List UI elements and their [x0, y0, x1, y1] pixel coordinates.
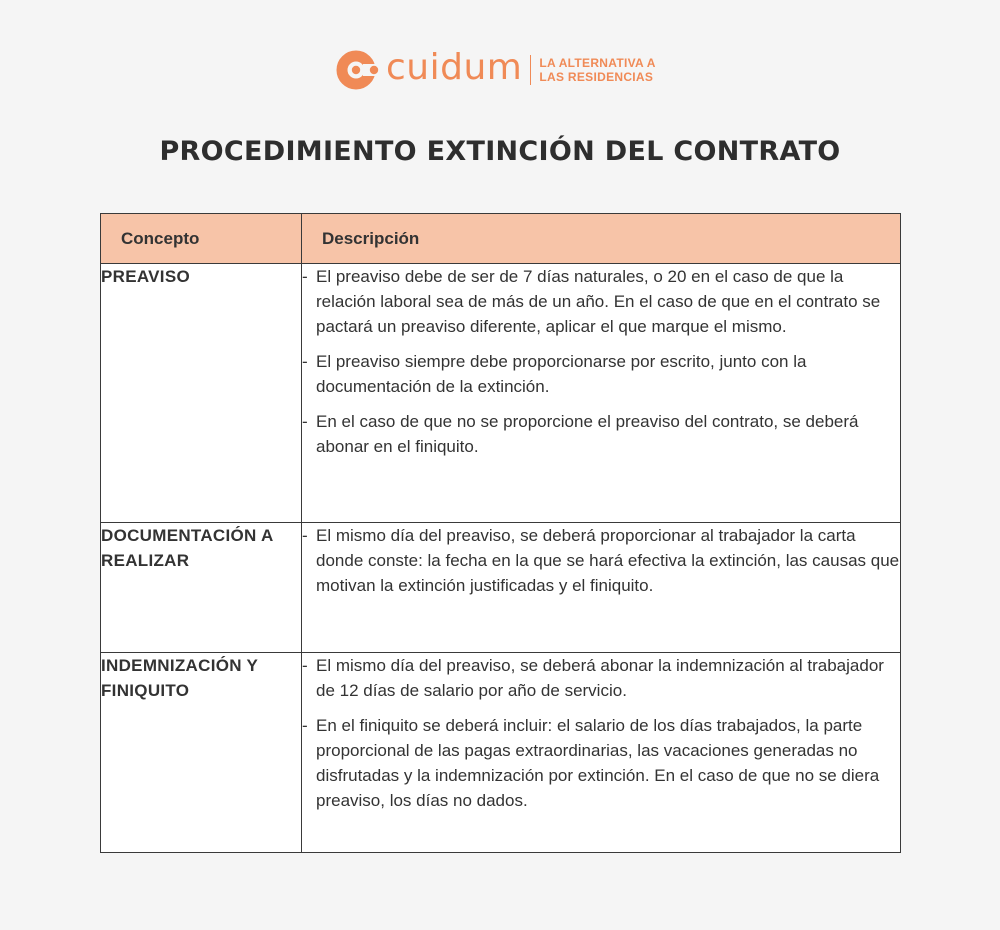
table-row-preaviso [101, 264, 901, 523]
logo-tagline-line2: LAS RESIDENCIAS [539, 70, 654, 84]
header-descripcion: Descripción [302, 214, 901, 264]
list-item-text: El mismo día del preaviso, se deberá proporcionar al trabajador la carta donde conste: la fecha en la que se hará efectiva la extinción, las causas que motivan la extinción justificadas y el finiquito. [316, 526, 900, 595]
description-cell [302, 653, 901, 853]
logo-wordmark: cuidum [386, 47, 523, 88]
list-item-text: El preaviso debe de ser de 7 días naturales, o 20 en el caso de que la relación laboral sea de más de un año. En el caso de que en el contrato se pactará un preaviso diferente, aplicar el que marque el mismo. [316, 267, 881, 336]
header-concepto: Concepto [101, 214, 302, 264]
list-item: - El preaviso debe de ser de 7 días naturales, o 20 en el caso de que la relación laboral sea de más de un año. En el caso de que en el contrato se pactará un preaviso diferente, aplicar el que marque el mismo. [302, 267, 881, 336]
list-item: - El preaviso siempre debe proporcionarse por escrito, junto con la documentación de la extinción. [302, 352, 807, 396]
list-item-text: En el finiquito se deberá incluir: el salario de los días trabajados, la parte proporcional de las pagas extraordinarias, las vacaciones generadas no disfrutadas y la indemnización por extinción. En el caso de que no se diera preaviso, los días no dados. [316, 716, 880, 810]
cuidum-logo [336, 48, 656, 92]
list-item-text: El preaviso siempre debe proporcionarse por escrito, junto con la documentación de la extinción. [316, 352, 807, 396]
list-item: - En el finiquito se deberá incluir: el salario de los días trabajados, la parte proporcional de las pagas extraordinarias, las vacaciones generadas no disfrutadas y la indemnización por extinción. En el caso de que no se diera preaviso, los días no dados. [302, 716, 880, 810]
concept-cell: PREAVISO [101, 264, 302, 523]
page-title: PROCEDIMIENTO EXTINCIÓN DEL CONTRATO [159, 136, 841, 167]
table-header-row [101, 214, 901, 264]
description-cell [302, 523, 901, 653]
table-row-indemnizacion [101, 653, 901, 853]
cuidum-logo-icon [336, 48, 380, 92]
list-item: - El mismo día del preaviso, se deberá abonar la indemnización al trabajador de 12 días de salario por año de servicio. [302, 656, 884, 700]
logo-tagline-line1: LA ALTERNATIVA A [539, 56, 656, 70]
list-item: - En el caso de que no se proporcione el preaviso del contrato, se deberá abonar en el finiquito. [302, 412, 859, 456]
logo-divider [530, 55, 531, 85]
list-item: - El mismo día del preaviso, se deberá proporcionar al trabajador la carta donde conste: la fecha en la que se hará efectiva la extinción, las causas que motivan la extinción justificadas y el finiquito. [302, 526, 900, 595]
table-row-documentacion [101, 523, 901, 653]
concept-cell: INDEMNIZACIÓN Y FINIQUITO [101, 653, 302, 853]
description-list [302, 653, 900, 813]
concept-cell: DOCUMENTACIÓN A REALIZAR [101, 523, 302, 653]
logo-tagline [539, 56, 655, 84]
list-item-text: El mismo día del preaviso, se deberá abonar la indemnización al trabajador de 12 días de salario por año de servicio. [316, 656, 884, 700]
list-item-text: En el caso de que no se proporcione el preaviso del contrato, se deberá abonar en el finiquito. [316, 412, 859, 456]
description-list [302, 264, 900, 459]
procedure-table [100, 213, 901, 853]
description-cell [302, 264, 901, 523]
description-list [302, 523, 900, 598]
